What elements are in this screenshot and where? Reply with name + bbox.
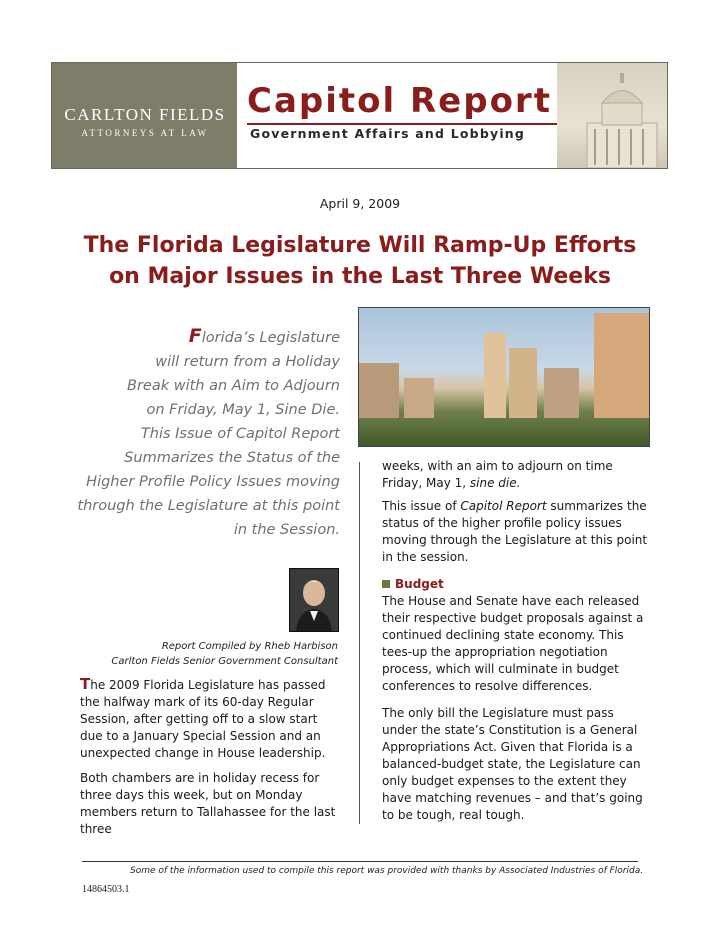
paragraph-dropcap: T xyxy=(80,675,91,693)
section-heading-text: Budget xyxy=(395,577,444,591)
masthead-banner xyxy=(51,62,668,169)
paragraph xyxy=(382,458,648,492)
firm-name: CARLTON FIELDS xyxy=(64,105,226,124)
pullquote-line: Higher Profile Policy Issues moving xyxy=(86,474,340,490)
headline xyxy=(60,230,660,292)
pullquote-line: Summarizes the Status of the xyxy=(124,450,340,466)
square-bullet-icon xyxy=(382,580,390,588)
pullquote-line: will return from a Holiday xyxy=(155,354,340,370)
paragraph-text: This issue of xyxy=(382,499,461,513)
right-column xyxy=(382,458,648,830)
headline-line-2: on Major Issues in the Last Three Weeks xyxy=(109,264,611,289)
paragraph-text: summarizes the status of the higher profile policy issues moving through the Legislature at this point in the session. xyxy=(382,499,648,564)
paragraph-text: he 2009 Florida Legislature has passed the halfway mark of its 60-day Regular Session, after getting off to a slow start due to a January Special Session and an unexpected change in House leadership. xyxy=(80,678,326,760)
document-number: 14864503.1 xyxy=(82,884,130,895)
compiled-by-title: Carlton Fields Senior Government Consultant xyxy=(111,656,338,667)
section-heading xyxy=(382,576,648,593)
left-column xyxy=(80,676,342,846)
paragraph xyxy=(80,676,342,762)
author-portrait xyxy=(289,568,339,632)
publication-subtitle: Government Affairs and Lobbying xyxy=(250,126,526,141)
tallahassee-skyline-photo xyxy=(358,307,650,447)
paragraph: The House and Senate have each released their respective budget proposals against a continued declining state economy. This tees-up the appropriation negotiation process, which will culminate in budget conferences to resolve differences. xyxy=(382,594,644,693)
emphasis-text: Capitol Report xyxy=(460,499,547,513)
capitol-building-image xyxy=(557,63,667,168)
column-divider xyxy=(359,462,360,824)
compiled-by-name: Report Compiled by Rheb Harbison xyxy=(161,641,338,652)
pull-quote xyxy=(70,324,340,542)
publication-title: Capitol Report xyxy=(247,81,552,121)
pullquote-dropcap: F xyxy=(188,325,202,347)
compiled-by xyxy=(60,639,338,669)
firm-tagline: ATTORNEYS AT LAW xyxy=(81,128,209,138)
pullquote-line: through the Legislature at this point xyxy=(77,498,340,514)
title-rule xyxy=(247,123,567,125)
pullquote-line: Break with an Aim to Adjourn xyxy=(127,378,340,394)
pullquote-line: This Issue of Capitol Report xyxy=(140,426,340,442)
report-date: April 9, 2009 xyxy=(319,196,401,211)
pullquote-line: on Friday, May 1, Sine Die. xyxy=(146,402,340,418)
pullquote-line: lorida’s Legislature xyxy=(201,330,340,346)
emphasis-text: sine die. xyxy=(469,476,521,490)
paragraph: Both chambers are in holiday recess for three days this week, but on Monday members return to Tallahassee for the last three xyxy=(80,771,336,836)
footer-rule xyxy=(82,861,638,862)
firm-logo-panel xyxy=(52,63,237,168)
paragraph: The only bill the Legislature must pass under the state’s Constitution is a General Appropriations Act. Given that Florida is a balanced-budget state, the Legislature can only budget expenses to the extent they have matching revenues – and that’s going to be tough, real tough. xyxy=(382,706,643,822)
paragraph-text: weeks, with an aim to adjourn on time Friday, May 1, xyxy=(382,459,613,490)
budget-section xyxy=(382,576,648,824)
headline-line-1: The Florida Legislature Will Ramp-Up Efforts xyxy=(83,233,637,258)
footnote: Some of the information used to compile this report was provided with thanks by Associated Industries of Florida. xyxy=(130,866,644,876)
pullquote-line: in the Session. xyxy=(233,522,340,538)
paragraph xyxy=(382,498,648,566)
